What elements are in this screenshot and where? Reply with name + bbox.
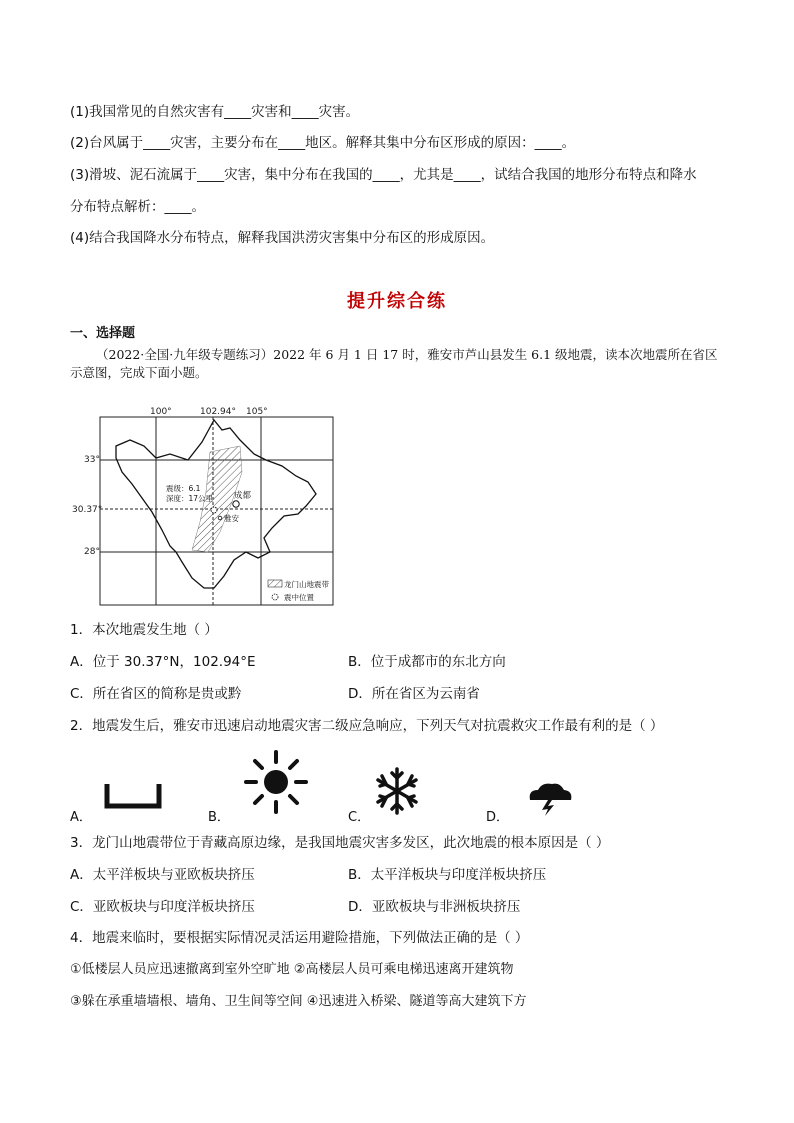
- lon-label-105: 105°: [246, 407, 268, 417]
- section-title: 提升综合练: [347, 291, 447, 312]
- q1-option-a[interactable]: A．位于 30.37°N，102.94°E: [70, 654, 256, 670]
- q1-stem: 1．本次地震发生地（ ）: [70, 622, 218, 638]
- lat-label-28: 28°: [84, 547, 100, 557]
- lon-label-102: 102.94°: [200, 407, 236, 417]
- q3-stem: 3．龙门山地震带位于青藏高原边缘，是我国地震灾害多发区，此次地震的根本原因是（ ）: [70, 835, 610, 851]
- yaan-label: 雅安: [224, 514, 239, 523]
- snowflake-icon[interactable]: [374, 766, 420, 816]
- q2-option-c-label[interactable]: C．: [348, 810, 371, 825]
- q3-option-b[interactable]: B．太平洋板块与印度洋板块挤压: [348, 867, 547, 883]
- q1-option-c[interactable]: C．所在省区的简称是贵或黔: [70, 686, 242, 702]
- quake-depth: 深度：17公里: [166, 494, 214, 503]
- section-heading: 一、选择题: [70, 326, 136, 341]
- lat-label-30: 30.37°: [72, 505, 103, 515]
- overcast-symbol-icon[interactable]: [104, 782, 162, 810]
- q2-option-a-label[interactable]: A．: [70, 810, 92, 825]
- epicenter-marker: [211, 507, 217, 513]
- q4-statement-line-2: ③躲在承重墙墙根、墙角、卫生间等空间 ④迅速进入桥梁、隧道等高大建筑下方: [70, 994, 527, 1009]
- q4-statement-line-1: ①低楼层人员应迅速撤离到室外空旷地 ②高楼层人员可乘电梯迅速离开建筑物: [70, 962, 514, 977]
- chengdu-marker: [233, 501, 239, 507]
- question-line-1: (1)我国常见的自然灾害有____灾害和____灾害。: [70, 104, 360, 120]
- legend-fault-swatch: [268, 580, 282, 587]
- q2-option-d-label[interactable]: D．: [486, 810, 510, 825]
- q3-option-a[interactable]: A．太平洋板块与亚欧板块挤压: [70, 867, 255, 883]
- q2-option-b-label[interactable]: B．: [208, 810, 230, 825]
- quake-magnitude: 震级：6.1: [166, 484, 201, 493]
- chengdu-label: 成都: [234, 491, 252, 501]
- lat-label-33: 33°: [84, 455, 100, 465]
- earthquake-map: [70, 402, 342, 608]
- q1-option-b[interactable]: B．位于成都市的东北方向: [348, 654, 506, 670]
- legend-epicenter-label: 震中位置: [284, 593, 314, 602]
- q3-option-d[interactable]: D．亚欧板块与非洲板块挤压: [348, 899, 521, 915]
- question-line-5: (4)结合我国降水分布特点，解释我国洪涝灾害集中分布区的形成原因。: [70, 230, 495, 246]
- q3-option-c[interactable]: C．亚欧板块与印度洋板块挤压: [70, 899, 255, 915]
- q4-stem: 4．地震来临时，要根据实际情况灵活运用避险措施，下列做法正确的是（ ）: [70, 930, 529, 946]
- q2-stem: 2．地震发生后，雅安市迅速启动地震灾害二级应急响应，下列天气对抗震救灾工作最有利的是（ ）: [70, 718, 664, 734]
- lon-label-100: 100°: [150, 407, 172, 417]
- question-line-4: 分布特点解析：____。: [70, 199, 205, 215]
- intro-paragraph: （2022·全国·九年级专题练习）2022 年 6 月 1 日 17 时，雅安市芦山县发生 6.1 级地震，读本次地震所在省区示意图，完成下面小题。: [70, 347, 718, 380]
- q1-option-d[interactable]: D．所在省区为云南省: [348, 686, 480, 702]
- yaan-marker: [218, 516, 222, 520]
- question-line-2: (2)台风属于____灾害，主要分布在____地区。解释其集中分布区形成的原因：____。: [70, 135, 576, 151]
- thunderstorm-icon[interactable]: [526, 780, 574, 816]
- question-line-3: (3)滑坡、泥石流属于____灾害，集中分布在我国的____，尤其是____，试结合我国的地形分布特点和降水: [70, 167, 697, 183]
- sun-icon[interactable]: [244, 750, 308, 814]
- legend-fault-label: 龙门山地震带: [284, 580, 329, 589]
- legend-epicenter-icon: [272, 594, 278, 600]
